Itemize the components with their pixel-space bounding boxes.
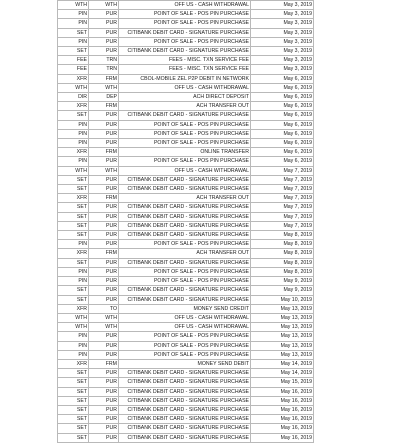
description-cell: FEES - MISC. TXN SERVICE FEE <box>119 65 251 74</box>
type-code-cell: SET <box>58 433 89 442</box>
description-cell: FEES - MISC. TXN SERVICE FEE <box>119 56 251 65</box>
table-row <box>58 350 314 359</box>
category-code-cell: WTH <box>89 323 119 332</box>
date-cell: May 7, 2019 <box>251 166 314 175</box>
date-cell: May 6, 2019 <box>251 83 314 92</box>
category-code-cell: PUR <box>89 332 119 341</box>
table-row <box>58 369 314 378</box>
date-cell: May 8, 2019 <box>251 258 314 267</box>
date-cell: May 16, 2019 <box>251 424 314 433</box>
date-cell: May 7, 2019 <box>251 194 314 203</box>
description-cell: CITIBANK DEBIT CARD - SIGNATURE PURCHASE <box>119 212 251 221</box>
table-row <box>58 185 314 194</box>
category-code-cell: TRN <box>89 65 119 74</box>
category-code-cell: PUR <box>89 231 119 240</box>
date-cell: May 16, 2019 <box>251 433 314 442</box>
date-cell: May 3, 2019 <box>251 65 314 74</box>
category-code-cell: PUR <box>89 111 119 120</box>
transaction-table <box>57 0 314 443</box>
category-code-cell: PUR <box>89 157 119 166</box>
table-row <box>58 405 314 414</box>
category-code-cell: PUR <box>89 175 119 184</box>
table-row <box>58 433 314 442</box>
type-code-cell: PIN <box>58 350 89 359</box>
date-cell: May 6, 2019 <box>251 120 314 129</box>
date-cell: May 6, 2019 <box>251 129 314 138</box>
table-row <box>58 102 314 111</box>
category-code-cell: FRM <box>89 102 119 111</box>
date-cell: May 3, 2019 <box>251 47 314 56</box>
type-code-cell: XFR <box>58 359 89 368</box>
description-cell: MONEY SEND DEBIT <box>119 359 251 368</box>
table-row <box>58 37 314 46</box>
type-code-cell: PIN <box>58 120 89 129</box>
category-code-cell: PUR <box>89 424 119 433</box>
category-code-cell: WTH <box>89 313 119 322</box>
description-cell: POINT OF SALE - POS PIN PURCHASE <box>119 350 251 359</box>
type-code-cell: SET <box>58 295 89 304</box>
category-code-cell: PUR <box>89 267 119 276</box>
table-row <box>58 231 314 240</box>
type-code-cell: XFR <box>58 74 89 83</box>
date-cell: May 3, 2019 <box>251 19 314 28</box>
type-code-cell: WTH <box>58 1 89 10</box>
date-cell: May 14, 2019 <box>251 359 314 368</box>
type-code-cell: PIN <box>58 267 89 276</box>
category-code-cell: WTH <box>89 1 119 10</box>
category-code-cell: FRM <box>89 359 119 368</box>
description-cell: OFF US - CASH WITHDRAWAL <box>119 83 251 92</box>
table-row <box>58 332 314 341</box>
type-code-cell: SET <box>58 258 89 267</box>
description-cell: CITIBANK DEBIT CARD - SIGNATURE PURCHASE <box>119 111 251 120</box>
description-cell: POINT OF SALE - POS PIN PURCHASE <box>119 240 251 249</box>
type-code-cell: XFR <box>58 194 89 203</box>
description-cell: POINT OF SALE - POS PIN PURCHASE <box>119 267 251 276</box>
type-code-cell: SET <box>58 185 89 194</box>
description-cell: POINT OF SALE - POS PIN PURCHASE <box>119 120 251 129</box>
category-code-cell: FRM <box>89 194 119 203</box>
table-row <box>58 157 314 166</box>
description-cell: POINT OF SALE - POS PIN PURCHASE <box>119 341 251 350</box>
table-row <box>58 10 314 19</box>
description-cell: CITIBANK DEBIT CARD - SIGNATURE PURCHASE <box>119 369 251 378</box>
category-code-cell: PUR <box>89 286 119 295</box>
category-code-cell: PUR <box>89 120 119 129</box>
table-row <box>58 74 314 83</box>
table-row <box>58 267 314 276</box>
date-cell: May 3, 2019 <box>251 37 314 46</box>
category-code-cell: FRM <box>89 249 119 258</box>
type-code-cell: SET <box>58 175 89 184</box>
type-code-cell: DIR <box>58 93 89 102</box>
table-row <box>58 277 314 286</box>
description-cell: ACH TRANSFER OUT <box>119 194 251 203</box>
type-code-cell: SET <box>58 396 89 405</box>
description-cell: ONLINE TRANSFER <box>119 148 251 157</box>
table-row <box>58 203 314 212</box>
category-code-cell: PUR <box>89 221 119 230</box>
type-code-cell: PIN <box>58 129 89 138</box>
type-code-cell: SET <box>58 28 89 37</box>
date-cell: May 8, 2019 <box>251 240 314 249</box>
category-code-cell: PUR <box>89 258 119 267</box>
type-code-cell: SET <box>58 415 89 424</box>
type-code-cell: SET <box>58 212 89 221</box>
type-code-cell: PIN <box>58 240 89 249</box>
description-cell: ACH TRANSFER OUT <box>119 102 251 111</box>
description-cell: POINT OF SALE - POS PIN PURCHASE <box>119 157 251 166</box>
description-cell: CITIBANK DEBIT CARD - SIGNATURE PURCHASE <box>119 378 251 387</box>
description-cell: POINT OF SALE - POS PIN PURCHASE <box>119 19 251 28</box>
date-cell: May 13, 2019 <box>251 323 314 332</box>
category-code-cell: PUR <box>89 139 119 148</box>
description-cell: CITIBANK DEBIT CARD - SIGNATURE PURCHASE <box>119 28 251 37</box>
date-cell: May 8, 2019 <box>251 231 314 240</box>
category-code-cell: PUR <box>89 37 119 46</box>
table-row <box>58 387 314 396</box>
type-code-cell: PIN <box>58 10 89 19</box>
category-code-cell: PUR <box>89 341 119 350</box>
category-code-cell: PUR <box>89 387 119 396</box>
description-cell: OFF US - CASH WITHDRAWAL <box>119 323 251 332</box>
category-code-cell: PUR <box>89 378 119 387</box>
type-code-cell: WTH <box>58 166 89 175</box>
category-code-cell: PUR <box>89 405 119 414</box>
table-row <box>58 258 314 267</box>
date-cell: May 7, 2019 <box>251 203 314 212</box>
table-row <box>58 249 314 258</box>
date-cell: May 3, 2019 <box>251 1 314 10</box>
category-code-cell: PUR <box>89 129 119 138</box>
table-row <box>58 240 314 249</box>
type-code-cell: WTH <box>58 323 89 332</box>
table-row <box>58 83 314 92</box>
table-row <box>58 28 314 37</box>
table-row <box>58 396 314 405</box>
description-cell: OFF US - CASH WITHDRAWAL <box>119 313 251 322</box>
date-cell: May 7, 2019 <box>251 212 314 221</box>
description-cell: CITIBANK DEBIT CARD - SIGNATURE PURCHASE <box>119 405 251 414</box>
date-cell: May 15, 2019 <box>251 378 314 387</box>
description-cell: CBOL-MOBILE ZEL P2P DEBIT IN NETWORK <box>119 74 251 83</box>
description-cell: ACH TRANSFER OUT <box>119 249 251 258</box>
category-code-cell: PUR <box>89 28 119 37</box>
table-row <box>58 415 314 424</box>
date-cell: May 16, 2019 <box>251 405 314 414</box>
description-cell: POINT OF SALE - POS PIN PURCHASE <box>119 332 251 341</box>
table-row <box>58 65 314 74</box>
type-code-cell: XFR <box>58 102 89 111</box>
table-row <box>58 295 314 304</box>
type-code-cell: SET <box>58 231 89 240</box>
type-code-cell: PIN <box>58 332 89 341</box>
table-row <box>58 129 314 138</box>
category-code-cell: WTH <box>89 83 119 92</box>
table-row <box>58 341 314 350</box>
description-cell: POINT OF SALE - POS PIN PURCHASE <box>119 37 251 46</box>
table-row <box>58 148 314 157</box>
description-cell: CITIBANK DEBIT CARD - SIGNATURE PURCHASE <box>119 175 251 184</box>
type-code-cell: XFR <box>58 304 89 313</box>
category-code-cell: FRM <box>89 148 119 157</box>
type-code-cell: FEE <box>58 65 89 74</box>
date-cell: May 10, 2019 <box>251 295 314 304</box>
date-cell: May 13, 2019 <box>251 332 314 341</box>
date-cell: May 6, 2019 <box>251 74 314 83</box>
table-row <box>58 166 314 175</box>
table-row <box>58 313 314 322</box>
category-code-cell: PUR <box>89 277 119 286</box>
date-cell: May 13, 2019 <box>251 304 314 313</box>
description-cell: CITIBANK DEBIT CARD - SIGNATURE PURCHASE <box>119 47 251 56</box>
category-code-cell: TO <box>89 304 119 313</box>
category-code-cell: FRM <box>89 74 119 83</box>
table-row <box>58 1 314 10</box>
type-code-cell: PIN <box>58 139 89 148</box>
description-cell: CITIBANK DEBIT CARD - SIGNATURE PURCHASE <box>119 387 251 396</box>
type-code-cell: FEE <box>58 56 89 65</box>
type-code-cell: WTH <box>58 313 89 322</box>
date-cell: May 13, 2019 <box>251 313 314 322</box>
description-cell: POINT OF SALE - POS PIN PURCHASE <box>119 139 251 148</box>
type-code-cell: PIN <box>58 19 89 28</box>
description-cell: MONEY SEND CREDIT <box>119 304 251 313</box>
category-code-cell: WTH <box>89 166 119 175</box>
category-code-cell: PUR <box>89 10 119 19</box>
date-cell: May 6, 2019 <box>251 93 314 102</box>
date-cell: May 8, 2019 <box>251 267 314 276</box>
table-row <box>58 323 314 332</box>
description-cell: POINT OF SALE - POS PIN PURCHASE <box>119 277 251 286</box>
table-row <box>58 175 314 184</box>
description-cell: CITIBANK DEBIT CARD - SIGNATURE PURCHASE <box>119 203 251 212</box>
table-row <box>58 56 314 65</box>
table-row <box>58 424 314 433</box>
date-cell: May 6, 2019 <box>251 148 314 157</box>
date-cell: May 3, 2019 <box>251 10 314 19</box>
category-code-cell: PUR <box>89 350 119 359</box>
type-code-cell: XFR <box>58 249 89 258</box>
category-code-cell: PUR <box>89 47 119 56</box>
date-cell: May 6, 2019 <box>251 111 314 120</box>
description-cell: CITIBANK DEBIT CARD - SIGNATURE PURCHASE <box>119 185 251 194</box>
description-cell: CITIBANK DEBIT CARD - SIGNATURE PURCHASE <box>119 258 251 267</box>
type-code-cell: SET <box>58 405 89 414</box>
transaction-rows <box>58 1 314 443</box>
type-code-cell: SET <box>58 286 89 295</box>
table-row <box>58 378 314 387</box>
type-code-cell: WTH <box>58 83 89 92</box>
table-row <box>58 93 314 102</box>
category-code-cell: PUR <box>89 240 119 249</box>
description-cell: CITIBANK DEBIT CARD - SIGNATURE PURCHASE <box>119 286 251 295</box>
type-code-cell: SET <box>58 369 89 378</box>
description-cell: CITIBANK DEBIT CARD - SIGNATURE PURCHASE <box>119 415 251 424</box>
type-code-cell: SET <box>58 424 89 433</box>
table-row <box>58 19 314 28</box>
description-cell: CITIBANK DEBIT CARD - SIGNATURE PURCHASE <box>119 433 251 442</box>
date-cell: May 8, 2019 <box>251 249 314 258</box>
date-cell: May 14, 2019 <box>251 369 314 378</box>
date-cell: May 6, 2019 <box>251 139 314 148</box>
description-cell: OFF US - CASH WITHDRAWAL <box>119 166 251 175</box>
date-cell: May 6, 2019 <box>251 157 314 166</box>
type-code-cell: SET <box>58 221 89 230</box>
description-cell: CITIBANK DEBIT CARD - SIGNATURE PURCHASE <box>119 231 251 240</box>
table-row <box>58 221 314 230</box>
date-cell: May 7, 2019 <box>251 221 314 230</box>
description-cell: CITIBANK DEBIT CARD - SIGNATURE PURCHASE <box>119 295 251 304</box>
category-code-cell: PUR <box>89 19 119 28</box>
table-row <box>58 212 314 221</box>
table-row <box>58 139 314 148</box>
date-cell: May 16, 2019 <box>251 387 314 396</box>
type-code-cell: PIN <box>58 277 89 286</box>
date-cell: May 13, 2019 <box>251 341 314 350</box>
date-cell: May 13, 2019 <box>251 350 314 359</box>
type-code-cell: PIN <box>58 157 89 166</box>
date-cell: May 6, 2019 <box>251 102 314 111</box>
type-code-cell: SET <box>58 378 89 387</box>
table-row <box>58 120 314 129</box>
date-cell: May 3, 2019 <box>251 28 314 37</box>
table-row <box>58 194 314 203</box>
date-cell: May 16, 2019 <box>251 415 314 424</box>
type-code-cell: PIN <box>58 341 89 350</box>
table-row <box>58 286 314 295</box>
table-row <box>58 359 314 368</box>
category-code-cell: DEP <box>89 93 119 102</box>
date-cell: May 9, 2019 <box>251 286 314 295</box>
category-code-cell: TRN <box>89 56 119 65</box>
description-cell: ACH DIRECT DEPOSIT <box>119 93 251 102</box>
type-code-cell: SET <box>58 387 89 396</box>
category-code-cell: PUR <box>89 396 119 405</box>
category-code-cell: PUR <box>89 212 119 221</box>
description-cell: CITIBANK DEBIT CARD - SIGNATURE PURCHASE <box>119 424 251 433</box>
table-row <box>58 304 314 313</box>
type-code-cell: XFR <box>58 148 89 157</box>
date-cell: May 3, 2019 <box>251 56 314 65</box>
description-cell: CITIBANK DEBIT CARD - SIGNATURE PURCHASE <box>119 221 251 230</box>
date-cell: May 9, 2019 <box>251 277 314 286</box>
date-cell: May 7, 2019 <box>251 185 314 194</box>
type-code-cell: SET <box>58 47 89 56</box>
transaction-table-container <box>57 0 312 443</box>
table-row <box>58 47 314 56</box>
category-code-cell: PUR <box>89 415 119 424</box>
date-cell: May 7, 2019 <box>251 175 314 184</box>
category-code-cell: PUR <box>89 185 119 194</box>
category-code-cell: PUR <box>89 203 119 212</box>
type-code-cell: PIN <box>58 37 89 46</box>
type-code-cell: SET <box>58 111 89 120</box>
description-cell: OFF US - CASH WITHDRAWAL <box>119 1 251 10</box>
table-row <box>58 111 314 120</box>
category-code-cell: PUR <box>89 369 119 378</box>
description-cell: CITIBANK DEBIT CARD - SIGNATURE PURCHASE <box>119 396 251 405</box>
description-cell: POINT OF SALE - POS PIN PURCHASE <box>119 129 251 138</box>
type-code-cell: SET <box>58 203 89 212</box>
category-code-cell: PUR <box>89 295 119 304</box>
description-cell: POINT OF SALE - POS PIN PURCHASE <box>119 10 251 19</box>
date-cell: May 16, 2019 <box>251 396 314 405</box>
category-code-cell: PUR <box>89 433 119 442</box>
